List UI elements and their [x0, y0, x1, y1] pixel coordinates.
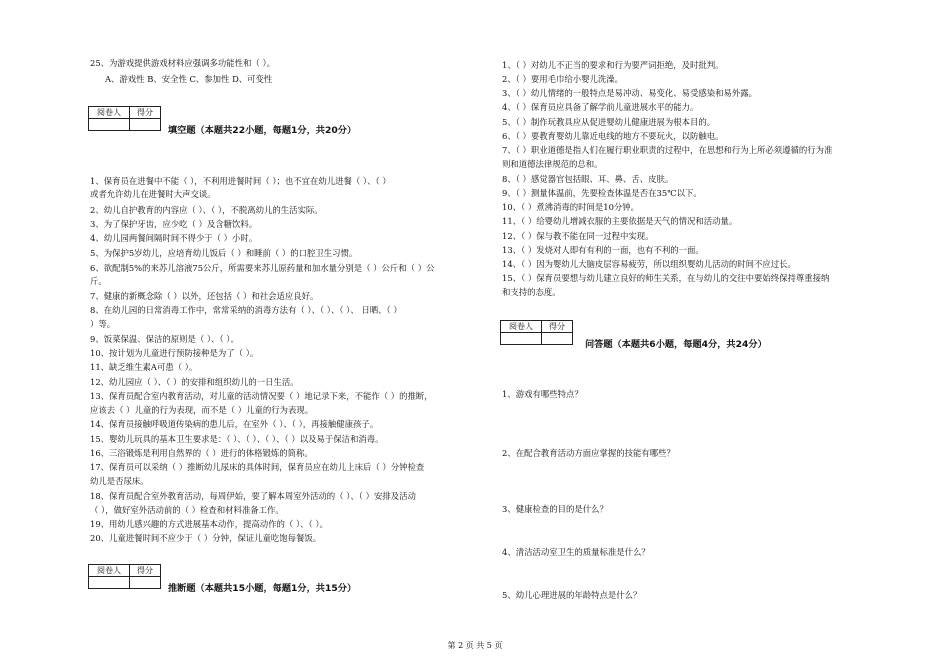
judge-line: 7、（ ）职业道德是指人们在履行职业职责的过程中，在思想和行为上所必须遵循的行为准 — [502, 145, 833, 155]
judge-line: 1、（ ）对幼儿不正当的要求和行为要严词拒绝，及时批判。 — [502, 60, 724, 70]
judge-line: 10、（ ）煮沸消毒的时间是10分钟。 — [502, 202, 640, 212]
fill-line: 16、三浴锻炼是利用自然界的（ ）进行的体格锻炼的简称。 — [90, 448, 313, 458]
judge-line: 则和道德法律规范的总和。 — [502, 159, 603, 169]
page-number-footer: 第 2 页 共 5 页 — [447, 641, 503, 650]
fill-line: 斤。 — [90, 276, 107, 286]
fill-line: 15、婴幼儿玩具的基本卫生要求是：（ ）、（ ）、（ ）、（ ）以及易于保洁和消毒。 — [90, 434, 384, 444]
judge-line: 11、（ ）给婴幼儿增减衣服的主要依据是天气的情况和活动量。 — [502, 216, 738, 226]
judge-line: 5、（ ）制作玩教具应从促进婴幼儿健康进展为根本目的。 — [502, 117, 716, 127]
fill-section-title: 填空题（本题共22小题，每题1分，共20分） — [168, 125, 357, 136]
judge-line: 和支持的态度。 — [502, 287, 561, 297]
question-25-stem: 25、为游戏提供游戏材料应强调多功能性和（ ）。 — [90, 58, 275, 68]
score-box-grader-label: 阅卷人 — [89, 107, 130, 119]
score-box-grader-cell[interactable] — [501, 333, 542, 345]
judge-line: 4、（ ）保育员应具备了解学前儿童进展水平的能力。 — [502, 102, 699, 112]
score-box-grader-cell[interactable] — [89, 577, 130, 589]
judge-score-box — [88, 564, 161, 589]
qa-item: 5、幼儿心理进展的年龄特点是什么？ — [502, 590, 642, 600]
judge-line: 13、（ ）发烧对人即有有利的一面，也有不利的一面。 — [502, 245, 704, 255]
fill-line: 18、保育员配合室外教育活动，每周伊始，要了解本周室外活动的（ ）、（ ）安排及活动 — [90, 491, 416, 501]
judge-line: 6、（ ）要教育婴幼儿靠近电线的地方不要玩火，以防触电。 — [502, 131, 724, 141]
qa-section-title: 问答题（本题共6小题，每题4分，共24分） — [585, 339, 767, 350]
fill-line: 6、欲配制5%的来苏儿溶液75公斤，所需要来苏儿原药量和加水量分别是（ ）公斤和（ ）公 — [90, 263, 435, 273]
fill-line: 4、幼儿园两餐间隔时间不得少于（ ）小时。 — [90, 233, 258, 243]
score-box-score-cell[interactable] — [130, 577, 161, 589]
score-box-score-cell[interactable] — [130, 119, 161, 131]
judge-line: 2、（ ）要用毛巾给小婴儿洗澡。 — [502, 74, 624, 84]
score-box-score-label: 得分 — [542, 321, 573, 333]
judge-line: 14、（ ）因为婴幼儿大脑皮层容易疲劳，所以组织婴幼儿活动的时间不应过长。 — [502, 259, 796, 269]
judge-section-title: 推断题（本题共15小题，每题1分，共15分） — [168, 583, 357, 594]
fill-line: 9、饭菜保温、保洁的原则是（ ）、（ ）。 — [90, 334, 239, 344]
fill-line: 19、用幼儿感兴趣的方式进展基本动作，提高动作的（ ）、（ ）。 — [90, 519, 328, 529]
fill-score-box — [88, 106, 161, 131]
fill-line: 或者允许幼儿在进餐时大声交谈。 — [90, 189, 216, 199]
fill-line: 幼儿是否尿床。 — [90, 476, 149, 486]
judge-line: 15、（ ）保育员要想与幼儿建立良好的师生关系，在与幼儿的交往中要始终保持尊重接纳 — [502, 273, 830, 283]
score-box-score-cell[interactable] — [542, 333, 573, 345]
fill-line: 8、在幼儿园的日常消毒工作中，常常采纳的消毒方法有（ ）、（ ）、（ ）、 日晒、（ ） — [90, 305, 402, 315]
judge-line: 8、（ ）感觉器官包括眼、耳、鼻、舌、皮肤。 — [502, 174, 674, 184]
qa-score-box — [500, 320, 573, 345]
qa-item: 4、清洁活动室卫生的质量标准是什么？ — [502, 547, 650, 557]
fill-line: 应该去（ ）儿童的行为表现，而不是（ ）儿童的行为表现。 — [90, 405, 314, 415]
fill-line: 5、为保护5岁幼儿，应培育幼儿饭后（ ）和睡前（ ）的口腔卫生习惯。 — [90, 248, 358, 258]
judge-line: 9、（ ）测量体温前，先要检查体温是否在35℃以下。 — [502, 188, 702, 198]
judge-line: 12、（ ）保与教不能在同一过程中实现。 — [502, 231, 654, 241]
score-box-score-label: 得分 — [130, 107, 161, 119]
fill-line: 12、幼儿园应（ ）、（ ）的安排和组织幼儿的一日生活。 — [90, 377, 299, 387]
score-box-score-label: 得分 — [130, 565, 161, 577]
score-box-grader-label: 阅卷人 — [501, 321, 542, 333]
score-box-grader-label: 阅卷人 — [89, 565, 130, 577]
fill-line: （ ），做好室外活动前的（ ）检查和材料准备工作。 — [90, 505, 284, 515]
question-25-options: A、游戏性 B、安全性 C、参加性 D、可变性 — [105, 74, 273, 84]
score-box-grader-cell[interactable] — [89, 119, 130, 131]
fill-line: 11、缺乏维生素A可患（ ）。 — [90, 362, 198, 372]
fill-line: 20、儿童进餐时间不应少于（ ）分钟，保证儿童吃饱每餐饭。 — [90, 533, 322, 543]
qa-item: 1、游戏有哪些特点？ — [502, 389, 583, 399]
fill-line: 13、保育员配合室内教育活动，对儿童的活动情况要（ ）地记录下来，不能作（ ）的推断， — [90, 391, 433, 401]
fill-line: 1、保育员在进餐中不能（ ），不利用进餐时间（ ）；也不宜在幼儿进餐（ ）、（ ） — [90, 176, 391, 186]
fill-line: ）等。 — [90, 319, 116, 329]
fill-line: 17、保育员可以采纳（ ）推断幼儿尿床的具体时间，保育员应在幼儿上床后（ ）分钟检查 — [90, 462, 425, 472]
fill-line: 7、健康的新概念除（ ）以外，还包括（ ）和社会适应良好。 — [90, 291, 319, 301]
fill-line: 10、按计划为儿童进行预防接种是为了（ ）。 — [90, 348, 259, 358]
judge-line: 3、（ ）幼儿情绪的一般特点是易冲动、易变化、易受感染和易外露。 — [502, 88, 758, 98]
qa-item: 2、在配合教育活动方面应掌握的技能有哪些？ — [502, 448, 675, 458]
fill-line: 3、为了保护牙齿，应少吃（ ）及含糖饮料。 — [90, 219, 258, 229]
fill-line: 2、幼儿自护教育的内容应（ ）、（ ），不脱离幼儿的生活实际。 — [90, 205, 323, 215]
qa-item: 3、健康检查的目的是什么？ — [502, 504, 608, 514]
fill-line: 14、保育员接触呼吸道传染病的患儿后，在室外（ ）、（ ），再接触健康孩子。 — [90, 419, 379, 429]
